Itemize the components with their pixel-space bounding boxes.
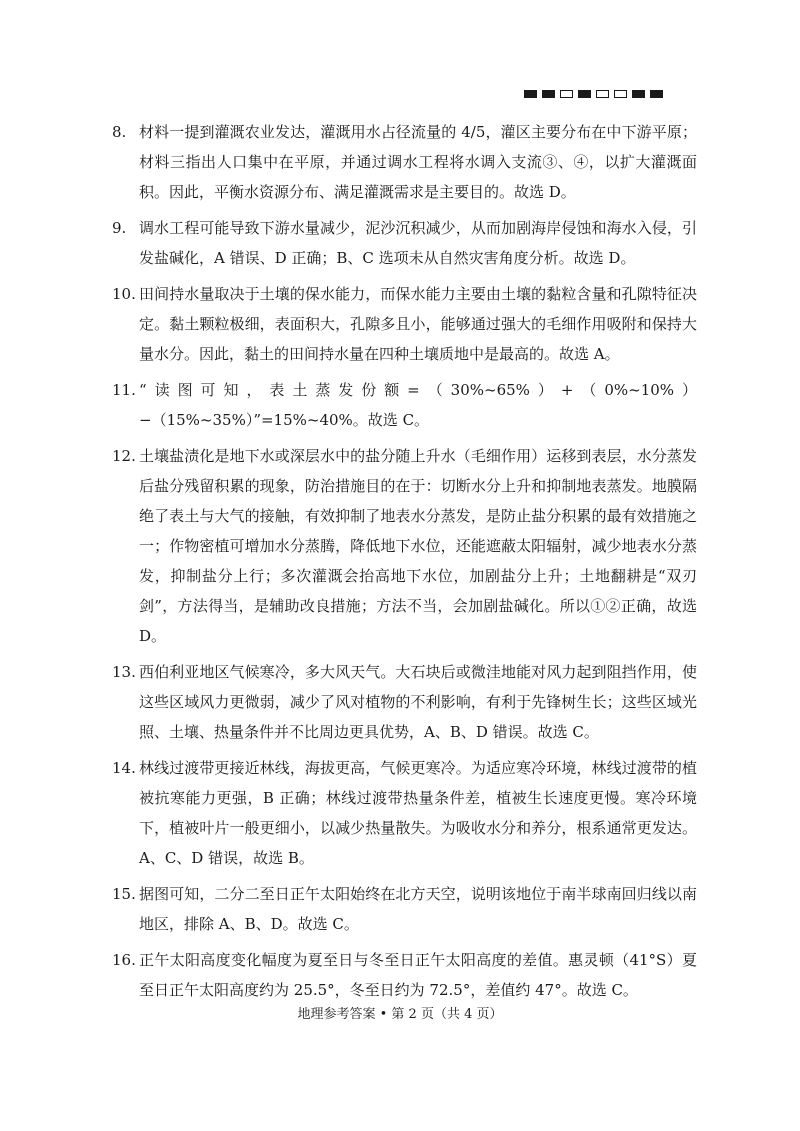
answer-item — [112, 279, 697, 369]
answer-number: 16. — [112, 951, 136, 969]
answer-text: 正午太阳高度变化幅度为夏至日与冬至日正午太阳高度的差值。惠灵顿（41°S）夏至日正午太阳高度约为 25.5°，冬至日约为 72.5°，差值约 47°。故选 C。 — [139, 951, 697, 999]
answer-number: 9. — [112, 219, 127, 237]
answer-item — [112, 945, 697, 1005]
answer-item — [112, 441, 697, 651]
answer-text: 西伯利亚地区气候寒冷，多大风天气。大石块后或微洼地能对风力起到阻挡作用，使这些区域风力更微弱，减少了风对植物的不利影响，有利于先锋树生长；这些区域光照、土壤、热量条件并不比周边更具优势，A、B、D 错误。故选 C。 — [139, 663, 697, 741]
answer-number: 14. — [112, 759, 136, 777]
header-mark — [596, 90, 609, 98]
answer-number: 15. — [112, 885, 136, 903]
answer-number: 10. — [112, 285, 136, 303]
header-mark — [560, 90, 573, 98]
header-mark — [650, 90, 663, 98]
answer-item — [112, 213, 697, 273]
header-mark — [524, 90, 537, 98]
answer-number: 12. — [112, 447, 136, 465]
answer-number: 8. — [112, 123, 127, 141]
answer-text: 据图可知，二分二至日正午太阳始终在北方天空，说明该地位于南半球南回归线以南地区，排除 A、B、D。故选 C。 — [139, 885, 697, 933]
answer-text: 材料一提到灌溉农业发达，灌溉用水占径流量的 4/5，灌区主要分布在中下游平原；材料三指出人口集中在平原，并通过调水工程将水调入支流③、④，以扩大灌溉面积。因此，平衡水资源分布、满足灌溉需求是主要目的。故选 D。 — [139, 123, 697, 201]
header-mark — [632, 90, 645, 98]
header-mark — [578, 90, 591, 98]
answer-item — [112, 375, 697, 435]
answer-text: 田间持水量取决于土壤的保水能力，而保水能力主要由土壤的黏粒含量和孔隙特征决定。黏土颗粒极细，表面积大，孔隙多且小，能够通过强大的毛细作用吸附和保持大量水分。因此，黏土的田间持水量在四种土壤质地中是最高的。故选 A。 — [139, 285, 697, 363]
answer-text: 林线过渡带更接近林线，海拔更高，气候更寒冷。为适应寒冷环境，林线过渡带的植被抗寒能力更强，B 正确；林线过渡带热量条件差，植被生长速度更慢。寒冷环境下，植被叶片一般更细小，以减少热量散失。为吸收水分和养分，根系通常更发达。A、C、D 错误，故选 B。 — [139, 759, 697, 867]
answer-text: “读图可知，表土蒸发份额=（30%~65%）+（0%~10%）−（15%~35%）”=15%~40%。故选 C。 — [139, 381, 697, 429]
answer-number: 11. — [112, 381, 136, 399]
answer-text: 调水工程可能导致下游水量减少，泥沙沉积减少，从而加剧海岸侵蚀和海水入侵，引发盐碱化，A 错误、D 正确；B、C 选项未从自然灾害角度分析。故选 D。 — [139, 219, 697, 267]
answer-list — [112, 117, 697, 1011]
page-footer: 地理参考答案 • 第 2 页（共 4 页） — [297, 1007, 503, 1022]
header-mark — [614, 90, 627, 98]
answer-item — [112, 879, 697, 939]
header-mark — [542, 90, 555, 98]
answer-item — [112, 117, 697, 207]
answer-item — [112, 657, 697, 747]
answer-number: 13. — [112, 663, 136, 681]
answer-item — [112, 753, 697, 873]
answer-text: 土壤盐渍化是地下水或深层水中的盐分随上升水（毛细作用）运移到表层，水分蒸发后盐分残留积累的现象，防治措施目的在于：切断水分上升和抑制地表蒸发。地膜隔绝了表土与大气的接触，有效抑制了地表水分蒸发，是防止盐分积累的最有效措施之一；作物密植可增加水分蒸腾，降低地下水位，还能遮蔽太阳辐射，减少地表水分蒸发，抑制盐分上行；多次灌溉会抬高地下水位，加剧盐分上升；土地翻耕是“双刃剑”，方法得当，是辅助改良措施；方法不当，会加剧盐碱化。所以①②正确，故选 D。 — [139, 447, 697, 645]
header-marks — [524, 90, 663, 98]
